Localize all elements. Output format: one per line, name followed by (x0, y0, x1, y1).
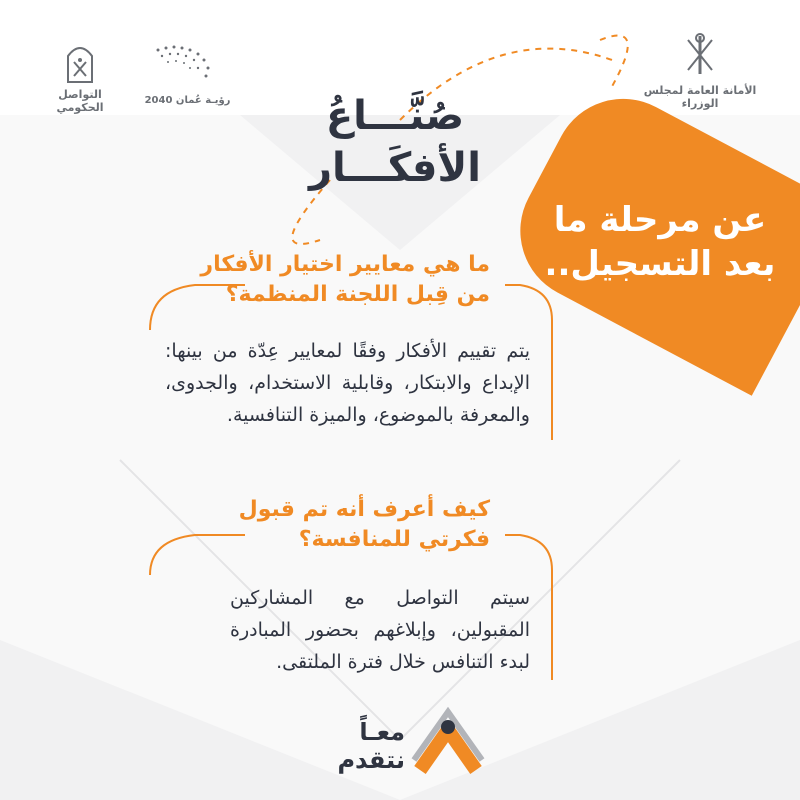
question-1-line-2: من قِبل اللجنة المنظمة؟ (225, 282, 490, 307)
government-communication-caption: التواصل الحكومي (56, 88, 104, 114)
footer-line-2: نتقدم (337, 746, 405, 774)
footer-slogan (320, 718, 405, 774)
question-1-line-1: ما هي معايير اختيار الأفكار (200, 252, 490, 277)
title-line-2: الأفكَـــار (308, 145, 481, 191)
vision-caption: رؤيـة عُمان 2040 (144, 95, 231, 106)
title-line-1: صُنَّـــاعُ (325, 93, 465, 139)
question-2-line-1: كيف أعرف أنه تم قبول (238, 497, 490, 522)
footer-line-1: معـاً (359, 718, 405, 746)
answer-2: سيتم التواصل مع المشاركين المقبولين، وإبلاغهم بحضور المبادرة لبدء التنافس خلال فترة الملتقى. (230, 587, 530, 673)
council-caption: الأمانة العامة لمجلس الوزراء (643, 84, 757, 110)
question-2-line-2: فكرتي للمنافسة؟ (298, 527, 490, 552)
banner-line-1: عن مرحلة ما (553, 200, 767, 240)
banner-line-2: بعد التسجيل.. (544, 244, 776, 284)
answer-1: يتم تقييم الأفكار وفقًا لمعايير عِدّة من بينها: الإبداع والابتكار، وقابلية الاستخدام، والجدوى، والمعرفة بالموضوع، والميزة التنافسية. (165, 340, 530, 426)
